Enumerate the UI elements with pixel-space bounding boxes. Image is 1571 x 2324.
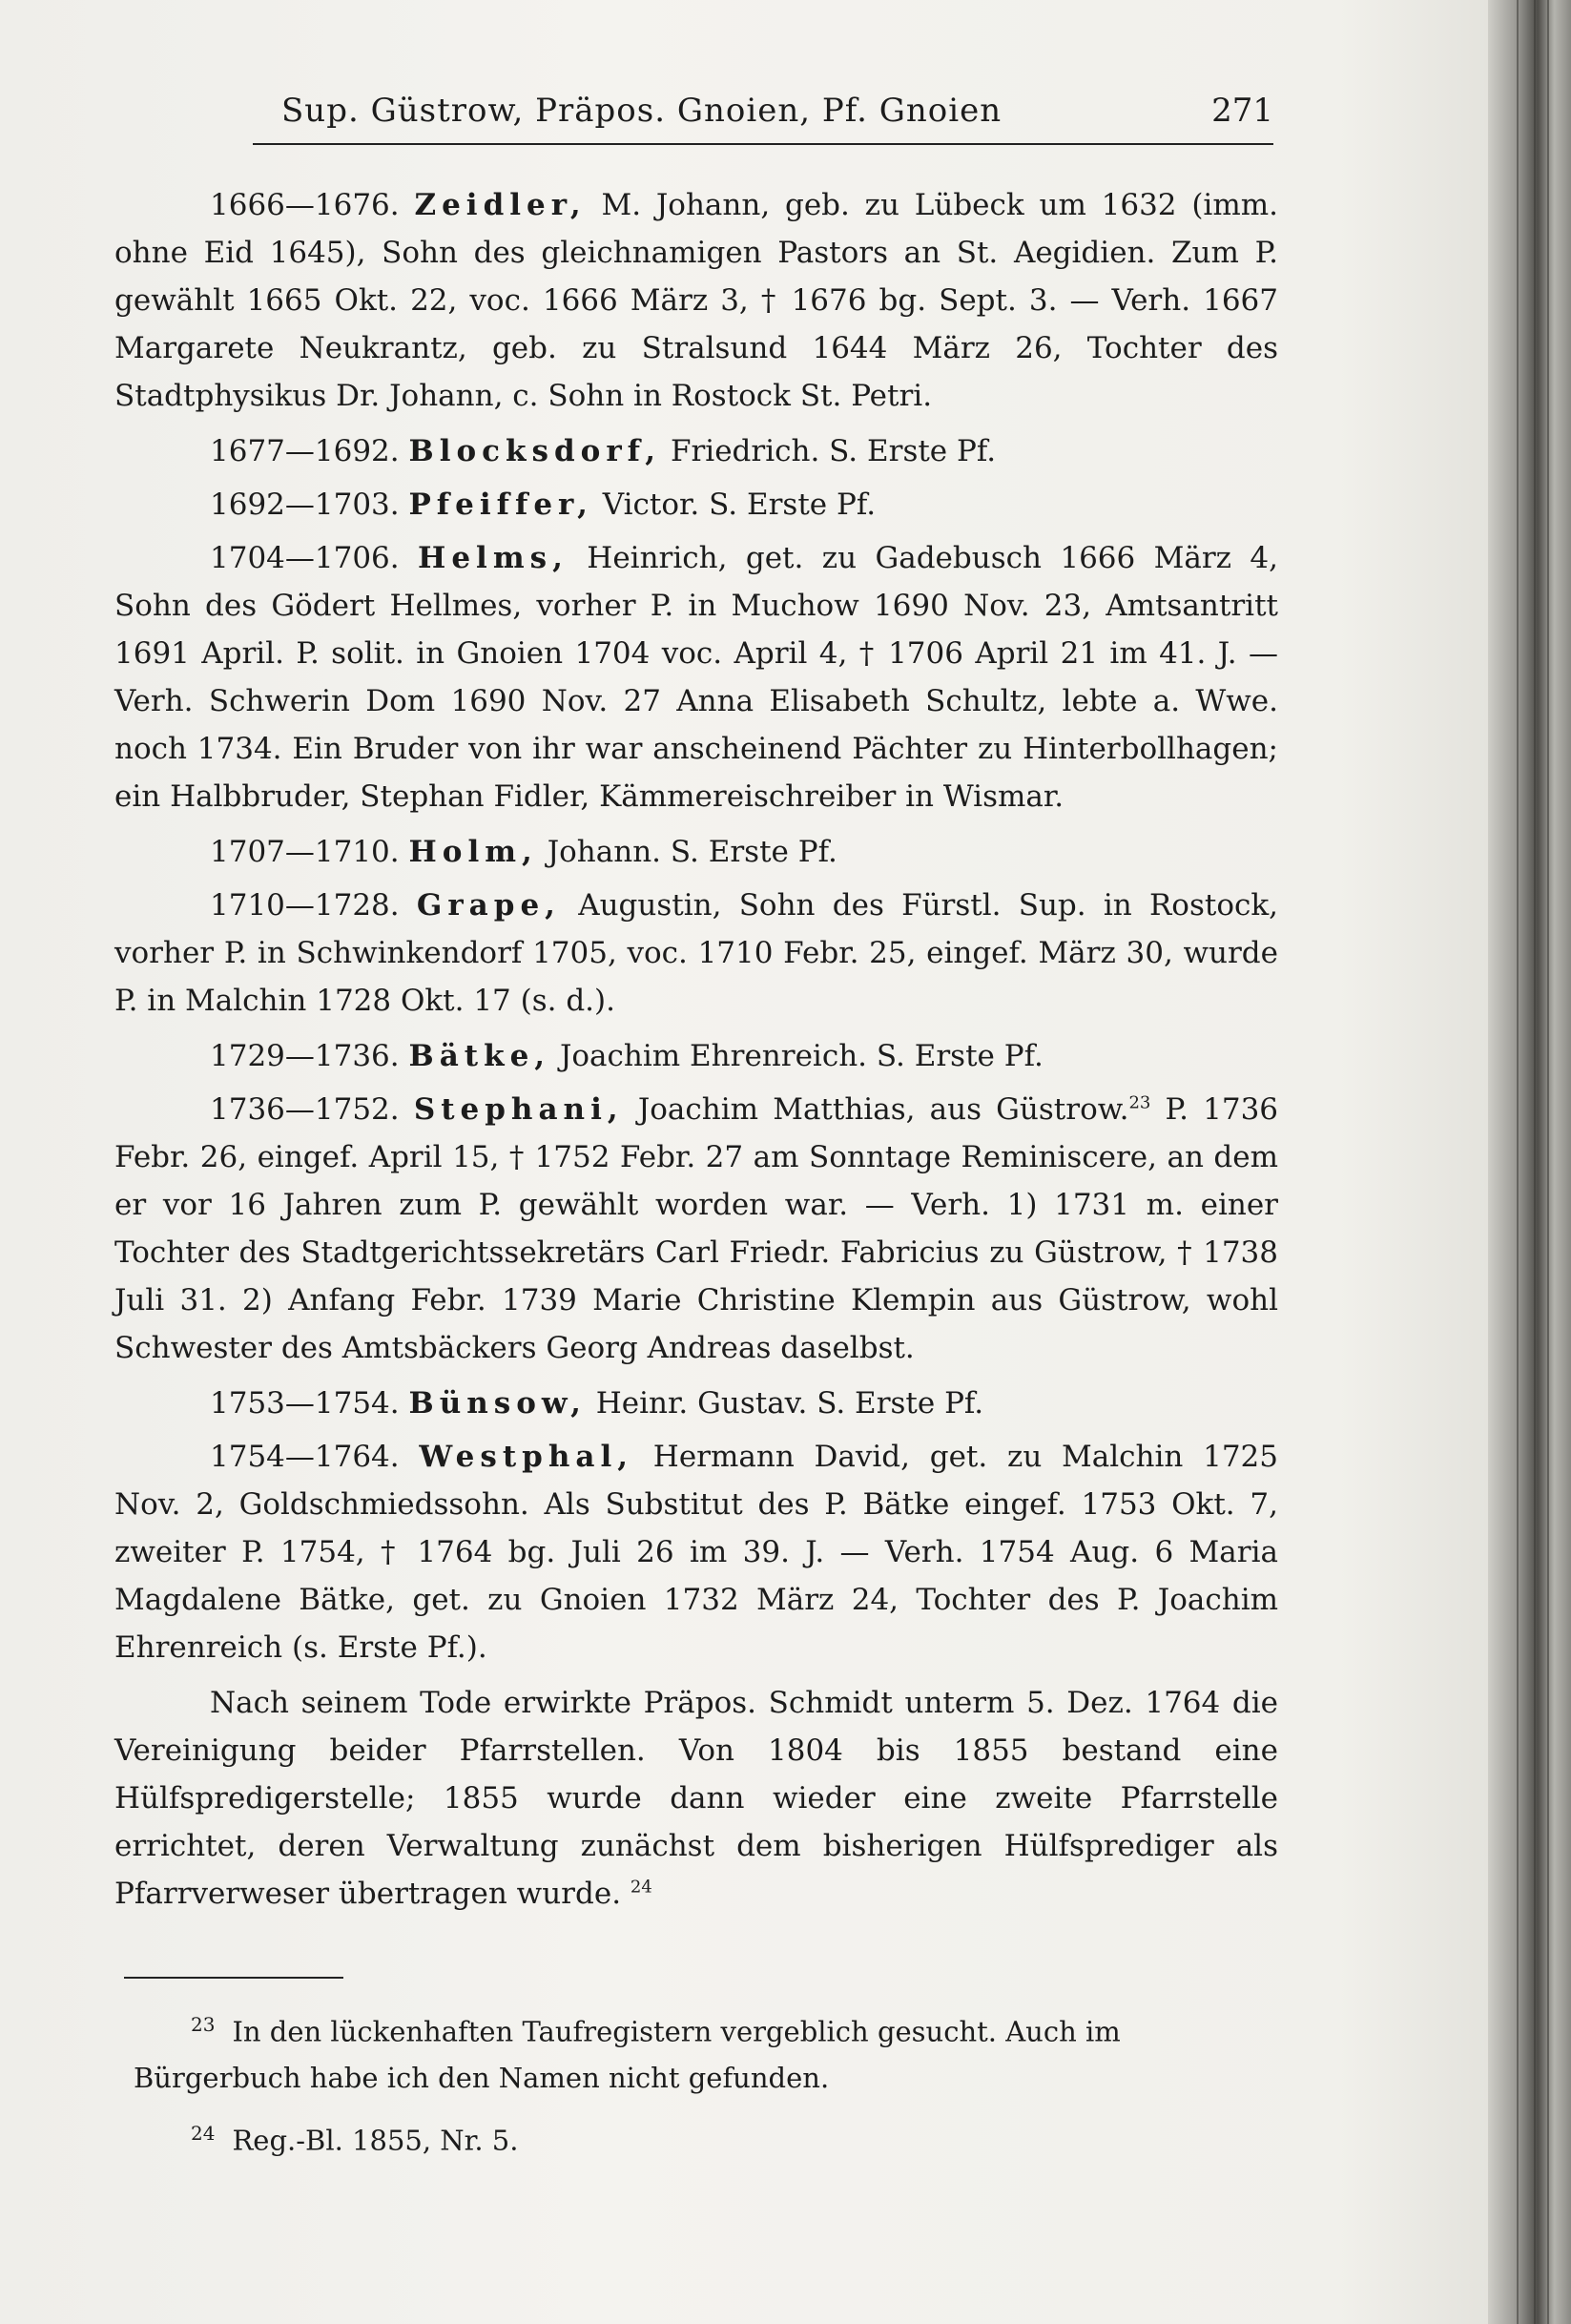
entry-grape [114, 882, 1278, 1025]
entry-name: Helms, [418, 541, 568, 575]
entry-text: Augustin, Sohn des Fürstl. Sup. in Rostock, vorher P. in Schwinkendorf 1705, voc. 1710 Febr. 25, eingef. März 30, wurde P. in Malchin 1728 Okt. 17 (s. d.). [114, 888, 1279, 1018]
page-number: 271 [1211, 92, 1273, 130]
footnote-mark: 23 [191, 2013, 216, 2036]
entry-name: Zeidler, [414, 188, 587, 222]
entry-name: Westphal, [419, 1440, 634, 1474]
entry-text: Heinr. Gustav. S. Erste Pf. [595, 1386, 984, 1421]
entry-name: Grape, [416, 888, 561, 923]
footnote-ref[interactable]: 24 [630, 1877, 652, 1898]
entry-years: 1754—1764. [210, 1440, 400, 1474]
edge-line [1547, 0, 1549, 2324]
footnote-ref[interactable]: 23 [1128, 1092, 1151, 1113]
entry-years: 1710—1728. [210, 888, 400, 923]
entry-zeidler [114, 181, 1278, 420]
entry-years: 1736—1752. [210, 1092, 400, 1127]
entry-text: Victor. S. Erste Pf. [602, 488, 877, 522]
entry-text: Hermann David, get. zu Malchin 1725 Nov. 2, Goldschmiedssohn. Als Substitut des P. Bätke eingef. 1753 Okt. 7, zweiter P. 1754, † 1764 bg. Juli 26 im 39. J. — Verh. 1754 Aug. 6 Maria Magdalene Bätke, get. zu Gnoien 1732 März 24, Tochter des P. Joachim Ehrenreich (s. Erste Pf.). [114, 1440, 1279, 1665]
entry-text: M. Johann, geb. zu Lübeck um 1632 (imm. ohne Eid 1645), Sohn des gleichnamigen Pastors an St. Aegidien. Zum P. gewählt 1665 Okt. 22, voc. 1666 März 3, † 1676 bg. Sept. 3. — Verh. 1667 Margarete Neukrantz, geb. zu Stralsund 1644 März 26, Tochter des Stadtphysikus Dr. Johann, c. Sohn in Rostock St. Petri. [114, 188, 1278, 413]
entry-years: 1666—1676. [210, 188, 400, 222]
entry-years: 1704—1706. [210, 541, 400, 575]
header-title: Sup. Güstrow, Präpos. Gnoien, Pf. Gnoien [281, 92, 1003, 130]
closing-paragraph [114, 1679, 1278, 1918]
book-page-edge [1488, 0, 1571, 2324]
edge-line [1517, 0, 1519, 2324]
footnote-24 [134, 2110, 1278, 2164]
entry-name: Bätke, [408, 1039, 551, 1073]
entry-name: Blocksdorf, [408, 434, 662, 468]
entry-baetke [114, 1032, 1278, 1080]
entry-years: 1729—1736. [210, 1039, 400, 1073]
entry-text: Friedrich. S. Erste Pf. [670, 434, 997, 468]
entry-years: 1692—1703. [210, 488, 400, 522]
entry-blocksdorf [114, 427, 1278, 475]
entry-holm [114, 828, 1278, 876]
footnote-23 [134, 2002, 1278, 2101]
entry-text: Joachim Ehrenreich. S. Erste Pf. [559, 1039, 1044, 1073]
page-body [114, 181, 1278, 1925]
entry-helms [114, 534, 1278, 820]
entry-name: Bünsow, [408, 1386, 587, 1421]
entry-text: Johann. S. Erste Pf. [547, 835, 837, 869]
entry-buensow [114, 1380, 1278, 1427]
entry-years: 1677—1692. [210, 434, 400, 468]
closing-text: Nach seinem Tode erwirkte Präpos. Schmidt unterm 5. Dez. 1764 die Vereinigung beider Pfarrstellen. Von 1804 bis 1855 bestand eine Hülfspredigerstelle; 1855 wurde dann wieder eine zweite Pfarrstelle errichtet, deren Verwaltung zunächst dem bisherigen Hülfsprediger als Pfarrverweser übertragen wurde. [114, 1686, 1278, 1911]
footnote-text: In den lückenhaften Taufregistern vergeblich gesucht. Auch im Bürgerbuch habe ich den Namen nicht gefunden. [134, 2015, 1121, 2094]
running-header [253, 92, 1273, 145]
entry-stephani [114, 1086, 1278, 1372]
entry-name: Stephani, [413, 1092, 624, 1127]
entry-years: 1707—1710. [210, 835, 400, 869]
footnote-rule [124, 1977, 343, 1979]
entry-text: Heinrich, get. zu Gadebusch 1666 März 4, Sohn des Gödert Hellmes, vorher P. in Muchow 1690 Nov. 23, Amtsantritt 1691 April. P. solit. in Gnoien 1704 voc. April 4, † 1706 April 21 im 41. J. — Verh. Schwerin Dom 1690 Nov. 27 Anna Elisabeth Schultz, lebte a. Wwe. noch 1734. Ein Bruder von ihr war anscheinend Pächter zu Hinterbollhagen; ein Halbbruder, Stephan Fidler, Kämmereischreiber in Wismar. [114, 541, 1278, 814]
entry-text: Joachim Matthias, aus Güstrow. [637, 1092, 1129, 1127]
entry-name: Pfeiffer, [408, 488, 593, 522]
entry-pfeiffer [114, 481, 1278, 529]
footnotes [134, 2002, 1278, 2163]
footnote-mark: 24 [191, 2121, 216, 2145]
entry-years: 1753—1754. [210, 1386, 400, 1421]
entry-name: Holm, [408, 835, 538, 869]
entry-text-continued: P. 1736 Febr. 26, eingef. April 15, † 1752 Febr. 27 am Sonntage Reminiscere, an dem er vor 16 Jahren zum P. gewählt worden war. — Verh. 1) 1731 m. einer Tochter des Stadtgerichtssekretärs Carl Friedr. Fabricius zu Güstrow, † 1738 Juli 31. 2) Anfang Febr. 1739 Marie Christine Klempin aus Güstrow, wohl Schwester des Amtsbäckers Georg Andreas daselbst. [114, 1092, 1279, 1365]
header-rule [253, 143, 1273, 145]
edge-line [1534, 0, 1536, 2324]
entry-westphal [114, 1433, 1278, 1671]
footnote-text: Reg.-Bl. 1855, Nr. 5. [232, 2124, 519, 2157]
